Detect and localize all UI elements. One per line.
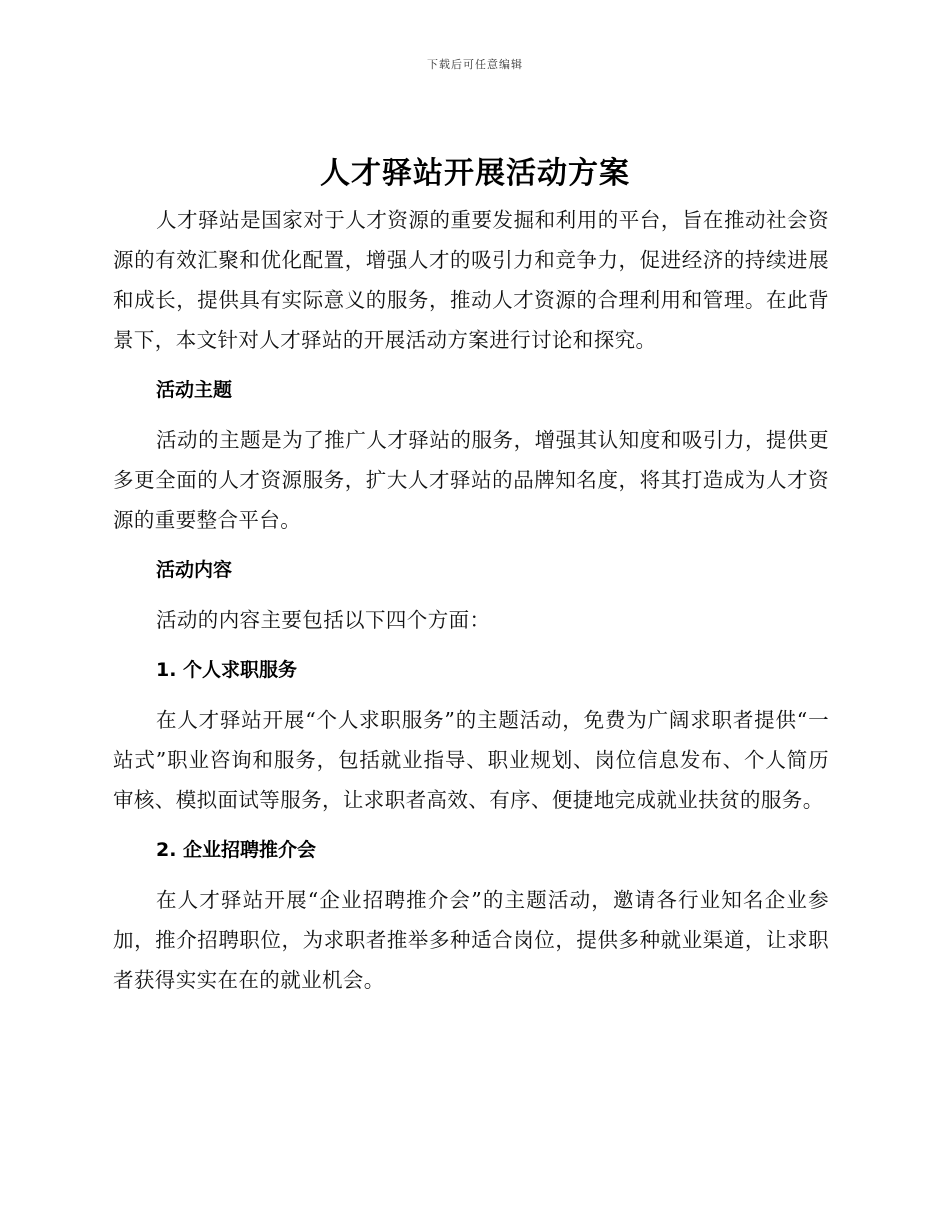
header-note: 下载后可任意编辑 (427, 58, 523, 71)
section-heading-theme: 活动主题 (156, 379, 233, 401)
subsection-heading-recruitment-fair: 2. 企业招聘推介会 (156, 839, 317, 861)
section-heading-content: 活动内容 (156, 559, 233, 581)
document-body (113, 200, 829, 1010)
subsection-heading-job-service: 1. 个人求职服务 (156, 659, 298, 681)
document-title: 人才驿站开展活动方案 (320, 156, 630, 191)
content-intro-paragraph: 活动的内容主要包括以下四个方面： (156, 608, 491, 632)
intro-paragraph: 人才驿站是国家对于人才资源的重要发掘和利用的平台，旨在推动社会资源的有效汇聚和优化配置，增强人才的吸引力和竞争力，促进经济的持续进展和成长，提供具有实际意义的服务，推动人才资源的合理利用和管理。在此背景下，本文针对人才驿站的开展活动方案进行讨论和探究。 (113, 208, 829, 352)
job-service-paragraph: 在人才驿站开展“个人求职服务”的主题活动，免费为广阔求职者提供“一站式”职业咨询和服务，包括就业指导、职业规划、岗位信息发布、个人简历审核、模拟面试等服务，让求职者高效、有序、便捷地完成就业扶贫的服务。 (113, 708, 829, 812)
theme-paragraph: 活动的主题是为了推广人才驿站的服务，增强其认知度和吸引力，提供更多更全面的人才资源服务，扩大人才驿站的品牌知名度，将其打造成为人才资源的重要整合平台。 (113, 428, 829, 532)
recruitment-fair-paragraph: 在人才驿站开展“企业招聘推介会”的主题活动，邀请各行业知名企业参加，推介招聘职位，为求职者推举多种适合岗位，提供多种就业渠道，让求职者获得实实在在的就业机会。 (113, 888, 829, 992)
